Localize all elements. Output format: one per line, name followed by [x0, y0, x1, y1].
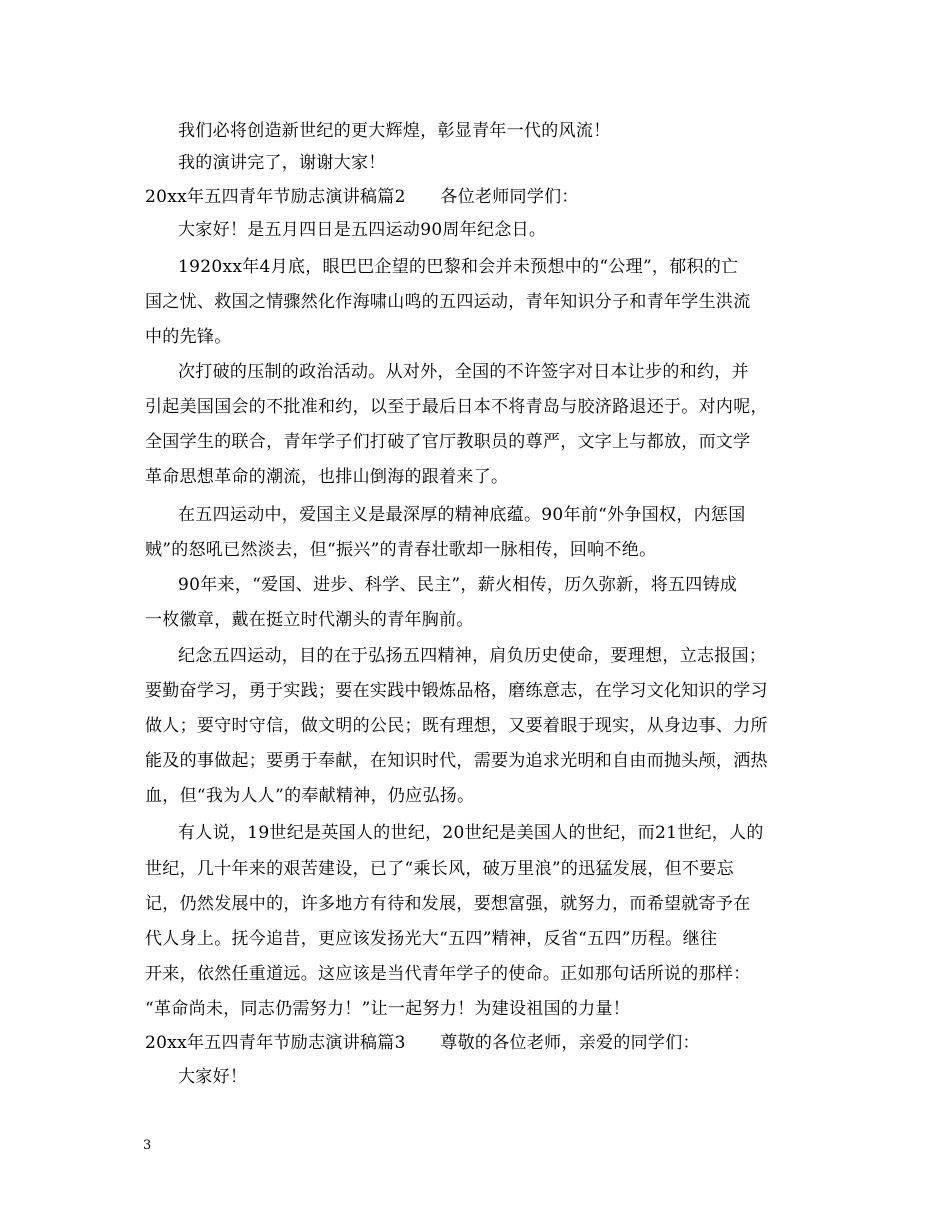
- paragraph-line: 大家好！是五月四日是五四运动90周年纪念日。: [178, 220, 547, 240]
- paragraph-line: “革命尚未，同志仍需努力！”让一起努力！为建设祖国的力量！: [145, 999, 631, 1019]
- paragraph-line: 有人说，19世纪是英国人的世纪，20世纪是美国人的世纪，而21世纪，人的: [178, 823, 764, 843]
- section-heading: 20xx年五四青年节励志演讲稿篇3 尊敬的各位老师，亲爱的同学们：: [145, 1033, 700, 1053]
- paragraph-line: 革命思想革命的潮流，也排山倒海的跟着来了。: [145, 467, 509, 487]
- paragraph-line: 代人身上。抚今追昔，更应该发扬光大“五四”精神，反省“五四”历程。继往: [145, 929, 718, 949]
- paragraph-line: 90年来，“爱国、进步、科学、民主”，薪火相传，历久弥新，将五四铸成: [178, 575, 738, 595]
- paragraph-line: 我们必将创造新世纪的更大辉煌，彰显青年一代的风流！: [178, 121, 611, 141]
- paragraph-line: 次打破的压制的政治活动。从对外，全国的不许签字对日本让步的和约，并: [178, 362, 749, 382]
- paragraph-line: 世纪，几十年来的艰苦建设，已了“乘长风，破万里浪”的迅猛发展，但不要忘: [145, 859, 734, 879]
- page-number: 3: [143, 1138, 152, 1153]
- paragraph-line: 贼”的怒吼已然淡去，但“振兴”的青春壮歌却一脉相传，回响不绝。: [145, 540, 657, 560]
- paragraph-line: 能及的事做起；要勇于奉献，在知识时代，需要为追求光明和自由而抛头颅，洒热: [145, 751, 768, 771]
- paragraph-line: 记，仍然发展中的，许多地方有待和发展，要想富强，就努力，而希望就寄予在: [145, 894, 751, 914]
- paragraph-line: 做人；要守时守信，做文明的公民；既有理想，又要着眼于现实，从身边事、力所: [145, 716, 768, 736]
- paragraph-line: 我的演讲完了，谢谢大家！: [178, 153, 386, 173]
- paragraph-line: 血，但“我为人人”的奉献精神，仍应弘扬。: [145, 786, 475, 806]
- paragraph-line: 1920xx年4月底，眼巴巴企望的巴黎和会并未预想中的“公理”，郁积的亡: [178, 257, 739, 277]
- paragraph-line: 一枚徽章，戴在挺立时代潮头的青年胸前。: [145, 610, 474, 630]
- paragraph-line: 大家好！: [178, 1067, 248, 1087]
- section-heading: 20xx年五四青年节励志演讲稿篇2 各位老师同学们：: [145, 187, 579, 207]
- paragraph-line: 全国学生的联合，青年学子们打破了官厅教职员的尊严，文字上与都放，而文学: [145, 432, 751, 452]
- paragraph-line: 在五四运动中，爱国主义是最深厚的精神底蕴。90年前“外争国权，内惩国: [178, 505, 746, 525]
- paragraph-line: 中的先锋。: [145, 327, 232, 347]
- paragraph-line: 纪念五四运动，目的在于弘扬五四精神，肩负历史使命，要理想，立志报国；: [178, 646, 767, 666]
- paragraph-line: 开来，依然任重道远。这应该是当代青年学子的使命。正如那句话所说的那样：: [145, 964, 751, 984]
- paragraph-line: 引起美国国会的不批准和约，以至于最后日本不将青岛与胶济路退还于。对内呢，: [145, 397, 768, 417]
- paragraph-line: 国之忧、救国之情骤然化作海啸山鸣的五四运动，青年知识分子和青年学生洪流: [145, 292, 751, 312]
- paragraph-line: 要勤奋学习，勇于实践；要在实践中锻炼品格，磨练意志，在学习文化知识的学习: [145, 681, 768, 701]
